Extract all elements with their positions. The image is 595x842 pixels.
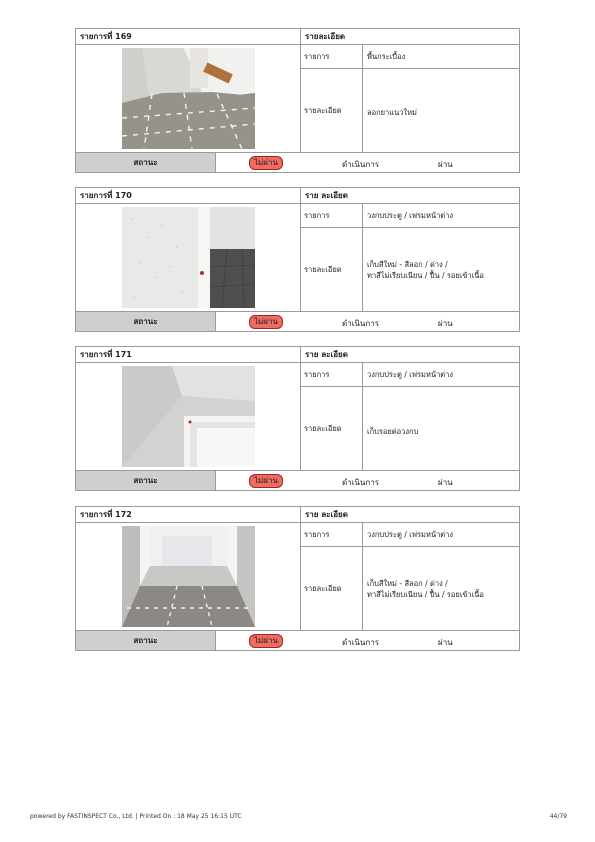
- footer-printed-info: powered by FASTINSPECT Co., Ltd. | Printed On : 18 May 25 16:15 UTC: [30, 813, 242, 820]
- detail-label: รายละเอียด: [301, 228, 363, 311]
- item-header: [75, 28, 520, 45]
- inspection-photo[interactable]: [122, 526, 255, 627]
- detail-line-2: ทาสีไม่เรียบเนียน / ปื้น / รอยเข้าเนื้อ: [367, 270, 484, 280]
- detail-label: รายละเอียด: [301, 547, 363, 630]
- inspection-photo[interactable]: [122, 366, 255, 467]
- status-label: สถานะ: [76, 471, 216, 490]
- status-fail-option[interactable]: ไม่ผ่าน: [249, 474, 283, 488]
- details-header: ราย ละเอียด: [305, 350, 348, 359]
- detail-line-1: ลอกยาแนวใหม่: [367, 108, 417, 117]
- status-inprogress-option[interactable]: ดำเนินการ: [342, 160, 379, 169]
- status-pass-option[interactable]: ผ่าน: [438, 478, 453, 487]
- footer-page-number: 44/79: [549, 813, 567, 820]
- status-inprogress-option[interactable]: ดำเนินการ: [342, 319, 379, 328]
- detail-label: รายละเอียด: [301, 387, 363, 470]
- details-header: ราย ละเอียด: [305, 191, 348, 200]
- inspection-item-169: [75, 28, 520, 173]
- detail-value: [363, 387, 519, 470]
- item-title: รายการที่ 171: [76, 347, 301, 362]
- status-label: สถานะ: [76, 312, 216, 331]
- detail-value: [363, 228, 519, 311]
- detail-value: [363, 69, 519, 152]
- status-fail-option[interactable]: ไม่ผ่าน: [249, 156, 283, 170]
- status-label: สถานะ: [76, 631, 216, 650]
- details-header: ราย ละเอียด: [305, 510, 348, 519]
- detail-label: รายละเอียด: [301, 69, 363, 152]
- inspection-item-171: [75, 346, 520, 491]
- status-fail-option[interactable]: ไม่ผ่าน: [249, 634, 283, 648]
- status-inprogress-option[interactable]: ดำเนินการ: [342, 638, 379, 647]
- item-title: รายการที่ 169: [76, 29, 301, 44]
- details-header: รายละเอียด: [305, 32, 346, 41]
- detail-line-1: เก็บรอยต่อวงกบ: [367, 427, 419, 436]
- status-pass-option[interactable]: ผ่าน: [438, 319, 453, 328]
- inspection-photo[interactable]: [122, 207, 255, 308]
- inspection-item-172: [75, 506, 520, 651]
- detail-line-1: เก็บสีใหม่ - สีลอก / ด่าง /: [367, 578, 448, 588]
- item-label: รายการ: [301, 363, 363, 386]
- status-label: สถานะ: [76, 153, 216, 172]
- inspection-item-170: [75, 187, 520, 332]
- status-inprogress-option[interactable]: ดำเนินการ: [342, 478, 379, 487]
- detail-line-2: ทาสีไม่เรียบเนียน / ปื้น / รอยเข้าเนื้อ: [367, 589, 484, 599]
- item-title: รายการที่ 170: [76, 188, 301, 203]
- detail-line-1: เก็บสีใหม่ - สีลอก / ด่าง /: [367, 259, 448, 269]
- item-label: รายการ: [301, 523, 363, 546]
- item-value: วงกบประตู / เฟรมหน้าต่าง: [367, 211, 454, 220]
- item-label: รายการ: [301, 45, 363, 68]
- item-value: วงกบประตู / เฟรมหน้าต่าง: [367, 530, 454, 539]
- detail-value: [363, 547, 519, 630]
- inspection-photo[interactable]: [122, 48, 255, 149]
- item-value: พื้นกระเบื้อง: [367, 52, 406, 61]
- item-label: รายการ: [301, 204, 363, 227]
- status-fail-option[interactable]: ไม่ผ่าน: [249, 315, 283, 329]
- status-pass-option[interactable]: ผ่าน: [438, 638, 453, 647]
- item-title: รายการที่ 172: [76, 507, 301, 522]
- status-pass-option[interactable]: ผ่าน: [438, 160, 453, 169]
- item-value: วงกบประตู / เฟรมหน้าต่าง: [367, 370, 454, 379]
